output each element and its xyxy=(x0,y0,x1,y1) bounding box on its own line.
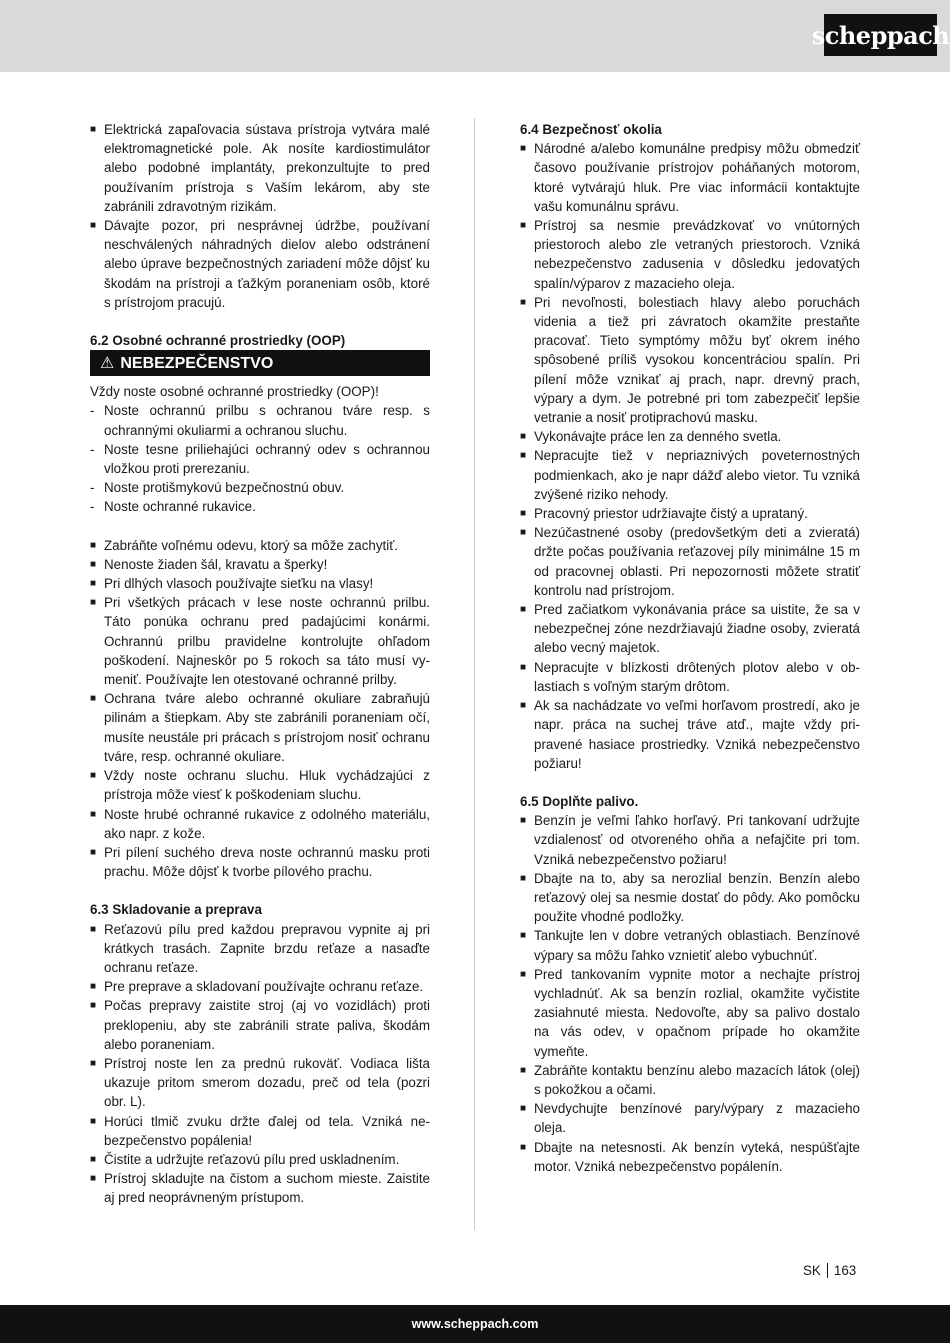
logo-text: scheppach xyxy=(811,20,950,50)
bullet-square-icon: ■ xyxy=(90,1173,97,1185)
bullet-square-icon: ■ xyxy=(520,872,527,884)
bullet-square-icon: ■ xyxy=(90,1115,97,1127)
list-item: ■ Vždy noste ochranu sluchu. Hluk vychádzajúci z prístroja môže viesť k poškodeniam sluchu. xyxy=(90,768,430,803)
list-item: ■ Nepracujte tiež v nepriaznivých poveternostných podmienkach, ako je napr dážď alebo vietor. Tu vzniká zvýšené riziko nehody. xyxy=(520,448,860,502)
list-item: - Noste ochrannú prilbu s ochranou tváre resp. s ochrannými okuliarmi a ochranou sluchu. xyxy=(90,403,430,438)
bullet-square-icon: ■ xyxy=(90,981,97,993)
storage-list xyxy=(90,920,430,1208)
list-item: - Noste protišmykovú bezpečnostnú obuv. xyxy=(90,478,430,497)
list-item: ■ Elektrická zapaľovacia sústava prístroja vytvára malé elektromagnetické pole. Ak nosíte kardiostimulátor alebo podobné implantáty, prekonzultujte to pred používaním prístroja s Vaším lekárom, aby ste zabránili zdravotným rizikám. xyxy=(90,122,430,214)
list-item: ■ Prístroj skladujte na čistom a suchom mieste. Zaistite aj pred neoprávneným prístupom. xyxy=(90,1171,430,1206)
warning-triangle-icon: ⚠ xyxy=(100,354,115,372)
list-item: ■ Prístroj sa nesmie prevádzkovať vo vnútorných priestoroch alebo zle vetraných priestoroch. Vzniká nebezpečenstvo zadusenia v dôsledku jedovatých spalín/výparov z mazacieho oleja. xyxy=(520,218,860,291)
bullet-square-icon: ■ xyxy=(520,431,527,443)
list-item: ■ Pre preprave a skladovaní používajte ochranu reťaze. xyxy=(90,977,430,996)
bullet-square-icon: ■ xyxy=(520,700,527,712)
section-heading-6-3: 6.3 Skladovanie a preprava xyxy=(90,902,262,918)
bullet-square-icon: ■ xyxy=(90,770,97,782)
footer-url: www.scheppach.com xyxy=(411,1317,539,1331)
list-item: ■ Ochrana tváre alebo ochranné okuliare zabraňujú pilinám a štiepkam. Aby ste zabránili poraneniam očí, musíte neustále pri prácach s prístrojom nosiť ochranu tváre, resp. ochranné okuliare. xyxy=(90,691,430,764)
bullet-square-icon: ■ xyxy=(520,143,527,155)
bullet-square-icon: ■ xyxy=(90,1000,97,1012)
bullet-square-icon: ■ xyxy=(520,968,527,980)
list-item: ■ Nevdychujte benzínové pary/výpary z mazacieho oleja. xyxy=(520,1101,860,1136)
bullet-square-icon: ■ xyxy=(520,1064,527,1076)
section-heading-6-5: 6.5 Doplňte palivo. xyxy=(520,793,639,809)
bullet-square-icon: ■ xyxy=(520,1103,527,1115)
bullet-square-icon: ■ xyxy=(90,923,97,935)
bullet-square-icon: ■ xyxy=(90,597,97,609)
bullet-square-icon: ■ xyxy=(520,1141,527,1153)
list-item: ■ Pracovný priestor udržiavajte čistý a uprataný. xyxy=(520,504,860,523)
section-heading-6-4: 6.4 Bezpečnosť okolia xyxy=(520,122,662,137)
list-item: ■ Pri dlhých vlasoch používajte sieťku na vlasy! xyxy=(90,574,430,593)
bullet-square-icon: ■ xyxy=(520,661,527,673)
bullet-square-icon: ■ xyxy=(520,450,527,462)
dash-marker: - xyxy=(90,499,95,515)
page-number-divider xyxy=(827,1263,828,1278)
bullet-square-icon: ■ xyxy=(90,539,97,551)
bullet-square-icon: ■ xyxy=(90,124,97,135)
bullet-square-icon: ■ xyxy=(520,815,527,827)
dash-marker: - xyxy=(90,441,95,457)
footer-bar xyxy=(0,1305,950,1343)
list-item: ■ Noste hrubé ochranné rukavice z odolného materiálu, ako napr. z kože. xyxy=(90,806,430,841)
danger-label: NEBEZPEČENSTVO xyxy=(120,354,274,372)
list-item: ■ Dbajte na to, aby sa nerozlial benzín. Benzín alebo reťazový olej sa nesmie dostať do pôdy. Ako pomôcku použite vhodné podložky. xyxy=(520,870,860,925)
page-number xyxy=(803,1263,856,1278)
list-item: ■ Nezúčastnené osoby (predovšetkým deti a zvieratá) držte počas používania reťazovej píly minimálne 15 m od pracovnej oblasti. Pri nepozornosti môžete stratiť kontrolu nad prístrojom. xyxy=(520,525,860,598)
environment-list xyxy=(520,139,860,773)
dash-marker: - xyxy=(90,480,95,496)
list-item: ■ Nepracujte v blízkosti drôtených plotov alebo v oblastiach s voľným starým drôtom. xyxy=(520,659,860,694)
bullet-square-icon: ■ xyxy=(90,1057,97,1069)
list-item: - Noste tesne priliehajúci ochranný odev s ochrannou vložkou proti prerezaniu. xyxy=(90,441,430,477)
list-item: ■ Horúci tlmič zvuku držte ďalej od tela. Vzniká nebezpečenstvo popálenia! xyxy=(90,1113,430,1148)
bullet-square-icon: ■ xyxy=(90,558,97,570)
column-divider xyxy=(474,118,475,1230)
list-item: ■ Pri nevoľnosti, bolestiach hlavy alebo poruchách videnia a tiež pri závratoch okamžite prestaňte pracovať. Tieto symptómy môžu byť okrem iného spôsobené príliš vysokou koncentráciou spalín. Pri pílení môže vznikať aj prach, napr. drevný prach, výpary a dym. Je potrebné pri tom zabezpečiť lepšie vetranie a nosiť protiprachovú masku. xyxy=(520,294,860,426)
scheppach-logo xyxy=(811,14,950,56)
ppe-intro: Vždy noste osobné ochranné prostriedky (OOP)! xyxy=(90,384,379,400)
list-item: ■ Reťazovú pílu pred každou prepravou vypnite aj pri krátkych trasách. Zapnite brzdu reťaze a nasaďte ochranu reťaze. xyxy=(90,921,430,975)
list-item: ■ Pred začiatkom vykonávania práce sa uistite, že sa v nebezpečnej zóne nezdržiavajú žiadne osoby, zvieratá alebo vecný majetok. xyxy=(520,602,860,656)
list-item: ■ Dbajte na netesnosti. Ak benzín vyteká, nespúšťajte motor. Vzniká nebezpečenstvo popálenín. xyxy=(520,1139,860,1174)
bullet-square-icon: ■ xyxy=(90,693,97,705)
bullet-square-icon: ■ xyxy=(520,604,527,616)
list-item: ■ Ak sa nachádzate vo veľmi horľavom prostredí, ako je napr. práca na suchej tráve atď., majte vždy pripravené hasiace prostriedky. Vzniká nebezpečenstvo požiaru! xyxy=(520,698,860,771)
list-item: ■ Vykonávajte práce len za denného svetla. xyxy=(520,427,860,446)
list-item: ■ Tankujte len v dobre vetraných oblastiach. Benzínové výpary sa môžu ľahko vznietiť alebo vybuchnúť. xyxy=(520,928,860,963)
bullet-square-icon: ■ xyxy=(520,527,527,539)
bullet-square-icon: ■ xyxy=(520,296,527,308)
intro-list xyxy=(90,120,430,312)
list-item: ■ Pri pílení suchého dreva noste ochrannú masku proti prachu. Môže dôjsť k tvorbe pílového prachu. xyxy=(90,844,430,880)
list-item: ■ Nenoste žiaden šál, kravatu a šperky! xyxy=(90,555,430,574)
list-item: ■ Zabráňte kontaktu benzínu alebo mazacích látok (olej) s pokožkou a očami. xyxy=(520,1062,860,1097)
header-band xyxy=(0,0,950,72)
section-heading-6-2: 6.2 Osobné ochranné prostriedky (OOP) xyxy=(90,333,346,349)
right-column xyxy=(520,120,860,1176)
list-item: - Noste ochranné rukavice. xyxy=(90,497,430,516)
bullet-square-icon: ■ xyxy=(520,508,527,520)
bullet-square-icon: ■ xyxy=(90,578,97,590)
bullet-square-icon: ■ xyxy=(90,808,97,820)
ppe-bullet-list xyxy=(90,536,430,882)
bullet-square-icon: ■ xyxy=(90,846,97,858)
ppe-dash-list xyxy=(90,401,430,516)
left-column xyxy=(90,120,430,1208)
page-number-value: 163 xyxy=(833,1263,857,1278)
list-item: ■ Počas prepravy zaistite stroj (aj vo vozidlách) proti preklopeniu, aby ste zabránili strate paliva, škodám alebo poraneniam. xyxy=(90,998,430,1052)
list-item: ■ Národné a/alebo komunálne predpisy môžu obmedziť časovo používanie prístrojov poháňaných motorom, ktoré vytvárajú hluk. Pre viac informácii kontaktujte vašu komunálnu správu. xyxy=(520,141,860,214)
dash-marker: - xyxy=(90,403,95,419)
list-item: ■ Prístroj noste len za prednú rukoväť. Vodiaca lišta ukazuje pritom smerom dozadu, preč od tela (pozri obr. L). xyxy=(90,1055,430,1110)
bullet-square-icon: ■ xyxy=(520,220,527,232)
list-item: ■ Čistite a udržujte reťazovú pílu pred uskladnením. xyxy=(90,1150,430,1169)
list-item: ■ Benzín je veľmi ľahko horľavý. Pri tankovaní udržujte vzdialenosť od otvoreného ohňa a nefajčite pri tom. Vzniká nebezpečenstvo požiaru! xyxy=(520,813,860,867)
danger-banner xyxy=(90,350,430,376)
list-item: ■ Dávajte pozor, pri nesprávnej údržbe, používaní neschválených náhradných dielov alebo odstránení alebo úprave bezpečnostných zariadení môže dôjsť ku škodám na prístroji a ťažkým poraneniam osôb, ktoré s prístrojom pracujú. xyxy=(90,218,430,310)
bullet-square-icon: ■ xyxy=(520,930,527,942)
bullet-square-icon: ■ xyxy=(90,220,97,232)
list-item: ■ Pri všetkých prácach v lese noste ochrannú prilbu. Táto ponúka ochranu pred padajúcimi konármi. Ochrannú prilbu pravidelne kontrolujte ohľadom poškodení. Najneskôr po 5 rokoch sa táto musí vymeniť. Používajte len otestované ochranné prilby. xyxy=(90,595,430,688)
list-item: ■ Zabráňte voľnému odevu, ktorý sa môže zachytiť. xyxy=(90,536,430,555)
list-item: ■ Pred tankovaním vypnite motor a nechajte prístroj vychladnúť. Ak sa benzín rozlial, okamžite vyčistite zasiahnuté miesta. Nedovoľte, aby sa palivo dostalo na vás odev, v opačnom prípade ho okamžite vymeňte. xyxy=(520,966,860,1059)
bullet-square-icon: ■ xyxy=(90,1153,97,1165)
refuel-list xyxy=(520,811,860,1176)
page-lang: SK xyxy=(803,1263,821,1278)
